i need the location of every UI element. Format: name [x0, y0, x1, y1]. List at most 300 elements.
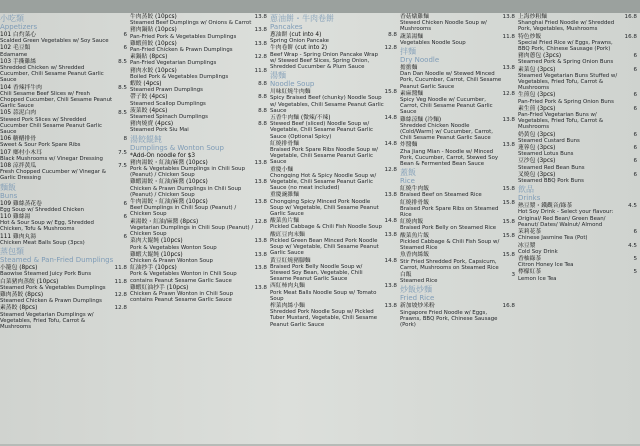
menu-item: [400, 142, 518, 167]
menu-item-price: 6: [123, 233, 127, 240]
menu-item-name-zh: 蔬菜湯麵: [400, 33, 424, 40]
menu-item-description: Spring Onion Pancake: [270, 38, 329, 45]
menu-item: [0, 279, 130, 291]
menu-item: [0, 32, 130, 44]
section-title-zh: 飲品: [518, 185, 534, 195]
menu-item: [130, 160, 270, 179]
section-title-zh: 蓋飯: [400, 168, 416, 178]
menu-item-price: 6: [633, 92, 637, 99]
menu-item: [0, 110, 130, 135]
menu-item-price: 13.8: [254, 199, 267, 206]
menu-item: [130, 179, 270, 198]
menu-item-price: 12.8: [114, 291, 127, 298]
menu-item-price: 15.8: [384, 89, 397, 96]
menu-item-price: 8.5: [118, 84, 127, 91]
menu-item: [130, 219, 270, 238]
menu-item: [130, 285, 270, 304]
menu-item-price: 15.8: [502, 219, 515, 226]
menu-item-description: Spicy Veg Noodle w/ Cucumber, Carrot, Chili Sesame Peanut Garlic Sauce: [400, 97, 493, 116]
menu-item-description: Steamed Spinach Dumplings: [130, 114, 208, 121]
menu-item-name-zh: 雞蝦大餛飩 (10pcs): [130, 251, 183, 258]
menu-item: [130, 68, 270, 80]
menu-item-name-zh: 豬肉湯餃・紅油/麻醬 (10pcs): [130, 159, 208, 166]
menu-item-name-zh: 茉莉花茶: [518, 229, 542, 236]
menu-item: [0, 59, 130, 84]
menu-item: [130, 94, 270, 106]
menu-item: [270, 258, 400, 283]
menu-item-name-zh: 蝦餃 (4pcs): [130, 81, 162, 88]
section-title-zh: 麵飯: [0, 182, 16, 192]
menu-item-price: 13.8: [254, 251, 267, 258]
menu-item-description: Pickled Cabbage & Chili Fish Soup w/ Steamed Rice: [400, 238, 500, 252]
menu-item-description: Steamed Chicken & Prawn Dumplings: [0, 298, 102, 305]
menu-item-description: Shredded Pork Noodle Soup w/ Pickled Tuber Mustard, Vegetable, Chili Sesame Peanut Garlic Sauce: [270, 309, 378, 328]
menu-item-name-zh: 102 毛豆類: [0, 45, 31, 52]
menu-item: [518, 229, 640, 241]
menu-item-description: Dan Dan Noodle w/ Stewed Minced Pork, Cucumber, Carrot, Chili Sesame Peanut Garlic Sauce: [400, 71, 502, 90]
menu-item-price: 6: [633, 105, 637, 112]
menu-item-price: 6: [123, 45, 127, 52]
menu-item: [518, 158, 640, 170]
menu-item: [270, 141, 400, 166]
menu-item-price: 7.5: [118, 149, 127, 156]
menu-item: [130, 81, 270, 93]
menu-item-name-zh: 紅燒肉飯: [400, 219, 424, 226]
menu-item-price: 11.8: [114, 265, 127, 272]
menu-item-price: 13.8: [502, 142, 515, 149]
menu-item-name-zh: 紅油抄手 (10pcs): [130, 265, 177, 272]
menu-item: [400, 219, 518, 231]
menu-item: [130, 265, 270, 284]
menu-item: [270, 32, 400, 44]
menu-item-name-zh: 小籠包 (8pcs): [0, 265, 38, 272]
menu-item-price: 15.8: [502, 232, 515, 239]
menu-item-name-zh: 冰豆漿: [518, 242, 536, 249]
menu-item-description: Citron Honey Ice Tea: [518, 262, 574, 269]
menu-item-description: Stewed Pork Slices w/ Shredded Cucumber Chili Sesame Peanut Garlic Sauce: [0, 116, 102, 136]
menu-item-name-zh: 川味紅燒牛肉麵: [270, 89, 311, 96]
section-title-en: Noodle Soup: [270, 80, 315, 89]
section-title-zh: 拌麵: [400, 47, 416, 57]
menu-item-name-zh: 熱豆漿・鐵觀音/綠茶: [518, 203, 573, 210]
menu-item-price: 6: [123, 200, 127, 207]
section-title-zh: 蔥油餅・牛肉卷餅: [270, 14, 334, 23]
menu-item-price: 5: [633, 269, 637, 276]
menu-item: [0, 163, 130, 182]
menu-item-description: Braised Pork Spare Ribs on Steamed Rice: [400, 205, 499, 219]
menu-item-name-zh: 豬肉水餃 (10pcs): [130, 67, 177, 74]
section-title-zh: 湯餃餛飩: [130, 134, 162, 144]
menu-item-price: 13.8: [502, 14, 515, 20]
menu-item-name-zh: 素湯餃・紅油/麻醬 (8pcs): [130, 218, 199, 225]
menu-column: [0, 13, 130, 446]
section-title-en: Steamed & Pan-Fried Dumplings: [0, 256, 114, 265]
menu-item-name-zh: 111 雞肉丸湯: [0, 233, 37, 240]
menu-item: [518, 243, 640, 255]
menu-item: [518, 92, 640, 104]
menu-section: [0, 14, 130, 182]
menu-item-description: Pan-Fried Chicken & Prawn Dumplings: [130, 47, 233, 54]
menu-item-price: 6: [633, 66, 637, 73]
menu-item-description: Vegetables Noodle Soup: [400, 39, 466, 46]
menu-item-name-zh: 重慶豌雜麵: [270, 192, 299, 199]
menu-item-description: Scalded Green Vegetables w/ Soy Sauce: [0, 38, 109, 45]
menu-item-price: 6: [123, 32, 127, 38]
section-title-zh: 炒飯炒麵: [400, 285, 432, 295]
menu-item-price: 8: [123, 136, 127, 143]
menu-item-price: 12.8: [254, 218, 267, 225]
menu-item: [518, 172, 640, 184]
menu-item-price: 13.8: [384, 192, 397, 199]
menu-item-price: 7.5: [118, 163, 127, 170]
menu-item-description: Braised Pork Spare Ribs Noodle Soup w/ Vegetable, Chili Sesame Peanut Garlic Sauce: [270, 147, 378, 166]
menu-column: [270, 13, 400, 446]
menu-item: [270, 45, 400, 70]
section-title-en: Dumplings & Wonton Soup: [130, 143, 224, 152]
menu-item-description: Spicy Braised Beef (chunky) Noodle Soup w/ Vegetables, Chili Sesame Peanut Garlic Sauce: [270, 95, 384, 114]
menu-item-price: 13.8: [502, 65, 515, 72]
section-title-en: Fried Rice: [400, 294, 435, 303]
menu-item-name-zh: 檸檬紅茶: [518, 269, 542, 276]
menu-item-name-zh: 雞肉蒸餃 (8pcs): [0, 291, 44, 298]
menu-item-price: 13.8: [254, 14, 267, 20]
menu-item-price: 13.8: [384, 283, 397, 290]
menu-item-name-zh: 素麻醬麵: [400, 90, 424, 97]
menu-item-price: 13.8: [254, 265, 267, 272]
menu-item-price: 6: [633, 158, 637, 165]
menu-item-price: 6: [633, 131, 637, 138]
menu-section: [518, 14, 640, 52]
menu-item-description: Pan-Fried Vegetarian Buns w/ Vegetables, Fried Tofu, Carrot & Mushrooms: [518, 112, 604, 131]
menu-item: [0, 85, 130, 110]
menu-item-name-zh: 牛肉湯餃・紅油/麻醬 (10pcs): [130, 199, 208, 206]
menu-item-price: 6: [633, 229, 637, 236]
menu-item-price: 6: [633, 53, 637, 60]
menu-item-name-zh: 豬肉蔥包 (3pcs): [518, 53, 562, 60]
menu-item: [130, 238, 270, 250]
section-title-en: Pancakes: [270, 23, 303, 31]
menu-item-description: Fresh Chopped Cucumber w/ Vinegar & Garlic Dressing: [0, 169, 106, 182]
menu-item-price: 5: [633, 255, 637, 262]
menu-section: [270, 71, 400, 328]
menu-item-description: Boiled Pork & Vegetables Dumplings: [130, 73, 229, 80]
menu-item-price: 13.8: [384, 302, 397, 309]
menu-item-price: 15.8: [502, 199, 515, 206]
menu-item-price: 11.8: [114, 278, 127, 285]
menu-item-name-zh: 香菇燉雞麵: [400, 14, 429, 20]
menu-item-price: 6: [633, 171, 637, 178]
menu-item: [400, 34, 518, 46]
menu-item-description: Beef Wrap - Spring Onion Pancake Wrap w/ Stewed Beef Slices, Spring Onion, Shredded Cucumber & Plum Sauce: [270, 51, 379, 71]
menu-item-price: 12.8: [254, 54, 267, 61]
menu-item-name-zh: 白飯: [400, 271, 412, 278]
menu-item: [518, 34, 640, 53]
menu-item-name-zh: 雞絲涼麵 (冷麵): [400, 116, 442, 123]
menu-item-price: 6: [633, 145, 637, 152]
menu-item-name-zh: 豬肉燒賣 (4pcs): [130, 121, 174, 128]
section-title-zh: 湯麵: [270, 71, 286, 81]
menu-item: [130, 108, 270, 120]
menu-item: [130, 27, 270, 39]
menu-item-price: 14.8: [384, 115, 397, 122]
menu-item-price: 13.8: [384, 231, 397, 238]
menu-item: [0, 201, 130, 213]
menu-section: [130, 14, 270, 134]
menu-item-description: Chicken & Prawn Dumplings in Chili Soup (Peanut) / Chicken Soup: [130, 185, 242, 198]
menu-item: [130, 153, 270, 159]
menu-item-name-zh: 104 香辣拌牛肉: [0, 84, 42, 91]
menu-section: [130, 135, 270, 304]
menu-item-name-zh: 生煎包 (3pcs): [518, 92, 556, 99]
menu-item: [130, 252, 270, 264]
menu-board-frame: [0, 0, 640, 13]
menu-item-description: Braised Pork Belly Noodle Soup w/ Stewed Soy Bean, Vegetable, Chili Sesame Peanut Garlic Sauce: [270, 263, 363, 283]
menu-item: [400, 233, 518, 252]
menu-item: [0, 305, 130, 330]
menu-item-description: Pan-Fried Pork & Spring Onion Buns: [518, 98, 614, 105]
menu-item-price: 13.8: [502, 116, 515, 123]
menu-column: [518, 13, 640, 446]
menu-item-description: Shanghai Fried Noodle w/ Shredded Pork, Vegetables, Mushrooms: [518, 20, 615, 33]
menu-item: [518, 269, 640, 281]
menu-item-price: 15.8: [502, 186, 515, 193]
menu-item: [0, 234, 130, 246]
menu-item-name-zh: 蓮蓉包 (3pcs): [518, 145, 556, 152]
menu-item-price: 6: [123, 214, 127, 221]
menu-item: [400, 272, 518, 284]
menu-item-description: Steamed Pork Siu Mai: [130, 127, 189, 134]
menu-item: [0, 45, 130, 57]
menu-item-name-zh: 菠菜餃 (4pcs): [130, 107, 168, 114]
menu-item-name-zh: 素鍋貼 (8pcs): [130, 54, 168, 61]
menu-item-price: 13.8: [254, 179, 267, 186]
menu-item-description: Pork & Vegetables Dumplings in Chili Soup (Peanut) / Chicken Soup: [130, 166, 245, 179]
menu-item: [400, 65, 518, 90]
menu-item: [270, 89, 400, 114]
menu-item-description: Steamed BBQ Pork Buns: [518, 178, 584, 185]
menu-item-description: Steamed Custard Buns: [518, 137, 580, 144]
menu-item-description: Sweet & Sour Pork Spare Ribs: [0, 142, 81, 149]
menu-item-name-zh: 豬肉鍋貼 (10pcs): [130, 27, 177, 34]
menu-item-price: 8.5: [118, 58, 127, 65]
menu-item-price: 16.8: [624, 33, 637, 40]
menu-item: [400, 186, 518, 198]
menu-item-price: 14.8: [384, 218, 397, 225]
menu-item-description: Shredded Chicken w/ Shredded Cucumber, Chili Sesame Peanut Garlic Sauce: [0, 65, 104, 84]
menu-item: [270, 218, 400, 230]
menu-item-name-zh: 101 白灼菜心: [0, 32, 37, 38]
section-title-en: Buns: [0, 191, 18, 200]
menu-item-description: Beef Dumplings in Chili Soup (Peanut) / Chicken Soup: [130, 205, 237, 218]
menu-item-description: Cold Soy Drink: [518, 248, 558, 255]
menu-item-description: Stewed Chicken Noodle Soup w/ Mushrooms: [400, 20, 487, 33]
section-title-en: Rice: [400, 177, 415, 186]
menu-item-name-zh: 酸菜魚片麵: [270, 218, 299, 225]
menu-section: [0, 247, 130, 330]
menu-item-description: Pork & Vegetables Wonton Soup: [130, 244, 217, 251]
section-title-zh: 蒸包類: [0, 247, 24, 257]
menu-item: [0, 150, 130, 162]
menu-item-name-zh: 奶黃包 (3pcs): [518, 131, 556, 138]
menu-item-description: Chongqing Hot & Spicy Noodle Soup w/ Vegetable, Chili Sesame Peanut Garlic Sauce (no meat included): [270, 172, 377, 192]
menu-item-description: Special Fried Rice w/ Eggs, Prawns, BBQ Pork, Chinese Sausage (Pork): [518, 39, 613, 53]
menu-item-price: 13.8: [254, 284, 267, 291]
menu-item-description: Steamed Prawn Dumplings: [130, 87, 203, 94]
menu-item: [130, 199, 270, 218]
menu-item-name-zh: 雞蝦煎餃 (10pcs): [130, 40, 177, 47]
menu-section: [0, 183, 130, 246]
menu-item: [0, 292, 130, 304]
menu-item-name-zh: 豆沙包 (3pcs): [518, 158, 556, 165]
menu-item-description: Pan-Fried Vegetarian Dumplings: [130, 60, 217, 67]
menu-item-name-zh: 炸醬麵: [400, 142, 418, 149]
menu-item-description: Steamed Red Bean Buns: [518, 164, 585, 171]
menu-item: [400, 252, 518, 271]
section-title-en: Appetizers: [0, 23, 38, 31]
menu-item-name-zh: 魚香肉絲飯: [400, 252, 429, 259]
menu-item-description: Singapore Fried Noodle w/ Eggs, Prawns, BBQ Pork, Chinese Sausage (Pork): [400, 309, 498, 328]
menu-section: [400, 285, 518, 328]
menu-section: [400, 168, 518, 284]
menu-item-price: 4.5: [628, 242, 637, 249]
menu-item-description: Chicken & Prawn Wonton Soup: [130, 257, 213, 264]
menu-item-price: 8.8: [258, 81, 267, 88]
menu-item-price: 8.8: [388, 32, 397, 38]
menu-item-description: Hot Soy Drink - Select your flavour: Original/ Red Bean/ Green Bean/ Peanut/ Dates/ Walnut/ Almond: [518, 209, 614, 228]
menu-item-name-zh: 酸菜魚片飯: [400, 232, 429, 239]
menu-item-name-zh: 紅燒排骨飯: [400, 199, 429, 206]
menu-item-description: Pork Meat Balls Noodle Soup w/ Tomato Soup: [270, 289, 377, 302]
menu-item-name-zh: 擔擔麵: [400, 65, 418, 72]
menu-item-description: Black Mushrooms w/ Vinegar Dressing: [0, 155, 103, 162]
menu-item-description: Chongqing Spicy Minced Pork Noodle Soup w/ Vegetable, Chili Sesame Peanut Garlic Sauce: [270, 198, 379, 218]
menu-item-price: 13.8: [254, 159, 267, 166]
menu-item-description: Steamed Rice: [400, 278, 438, 285]
section-title-en: Drinks: [518, 194, 541, 203]
menu-item-description: Pickled Green Bean Minced Pork Noodle Soup w/ Vegetable, Chili Sesame Peanut Garlic Sauce: [270, 237, 379, 257]
menu-item-price: 12.8: [114, 305, 127, 312]
menu-item-name-zh: 素菜包 (3pcs): [518, 66, 556, 73]
menu-item-name-zh: 105 蒜泥白肉: [0, 110, 37, 117]
menu-column: [400, 13, 518, 446]
menu-item-description: Steamed Vegetarian Buns Stuffed w/ Vegetables, Fried Tofu, Carrot & Mushrooms: [518, 72, 618, 92]
menu-item-name-zh: 五香牛肉麵 (微辣/不辣): [270, 115, 331, 122]
menu-item-price: 12.8: [384, 45, 397, 52]
menu-section: [270, 14, 400, 70]
menu-item-price: 4.5: [628, 203, 637, 210]
menu-item-price: 12.8: [384, 166, 397, 173]
menu-item-name-zh: 110 雞絲湯: [0, 214, 31, 221]
menu-item-name-zh: 蔥油餅 (cut into 4): [270, 32, 322, 38]
menu-section: [400, 14, 518, 46]
menu-item-description: Egg Soup w/ Shredded Chicken: [0, 206, 85, 213]
menu-item-price: 11.8: [254, 67, 267, 74]
menu-item-name-zh: 酸豇豆肉末麵: [270, 231, 305, 238]
menu-item: [518, 256, 640, 268]
menu-item-description: Hot & Sour Soup w/ Egg, Shredded Chicken, Tofu & Mushrooms: [0, 220, 94, 233]
menu-item: [270, 192, 400, 217]
menu-item-description: Steamed Lotus Buns: [518, 151, 574, 158]
menu-column: [130, 13, 270, 446]
menu-item-description: Lemon Ice Tea: [518, 275, 557, 282]
menu-item-name-zh: 雞蝦湯餃・紅油/麻醬 (10pcs): [130, 179, 208, 186]
menu-item-name-zh: 特色炒飯: [518, 33, 542, 40]
menu-item-description: Shredded Chicken Noodle (Cold/Warm) w/ Cucumber, Carrot, Chili Sesame Peanut Garlic Sauce: [400, 122, 493, 142]
menu-item: [130, 121, 270, 133]
menu-item-description: Pan-Fried Pork & Vegetables Dumplings: [130, 33, 237, 40]
section-title-zh: 小吃類: [0, 14, 24, 23]
menu-item-description: Braised Pork Belly on Steamed Rice: [400, 225, 497, 232]
menu-item: [400, 200, 518, 219]
menu-item-price: 8.8: [258, 107, 267, 114]
menu-item-price: 12.8: [502, 90, 515, 97]
menu-item-name-zh: 紅燒牛肉飯: [400, 186, 429, 193]
menu-item-description: Stewed Beef (sliced) Noodle Soup w/ Vegetable, Chili Sesame Peanut Garlic Sauce (Optional Spicy): [270, 121, 373, 140]
menu-item-name-zh: 香柚綠茶: [518, 255, 542, 262]
menu-item-description: Steamed Pork & Spring Onion Buns: [518, 59, 614, 66]
menu-item-price: 13.8: [254, 27, 267, 34]
menu-item-description: Baowise Steamed Juicy Pork Buns: [0, 271, 92, 278]
menu-item: [518, 203, 640, 228]
menu-item-description: Steamed Beef Dumplings w/ Onions & Carrot: [130, 20, 252, 27]
menu-item-price: 13.8: [254, 238, 267, 245]
menu-item-price: 16.8: [502, 303, 515, 310]
menu-item-name-zh: 白菜豬肉蒸餃 (10pcs): [0, 278, 59, 285]
menu-item: [400, 14, 518, 33]
menu-item-price: 8.8: [258, 94, 267, 101]
menu-item-price: 3: [511, 271, 515, 278]
menu-item-description: Chili Sesame Beef Slices w/ Fresh Chopped Cucumber, Chili Sesame Peanut Garlic Sauce: [0, 90, 113, 110]
menu-item-name-zh: 重慶小麵: [270, 166, 294, 173]
menu-item-name-zh: 西紅柿肉丸麵: [270, 283, 305, 290]
menu-item-description: Chicken & Prawn Wonton in Chili Soup contains Peanut Sesame Garlic Sauce: [130, 290, 233, 304]
menu-item: [0, 265, 130, 277]
section-title-en: Dry Noodle: [400, 56, 440, 65]
menu-item-name-zh: 黃豆紅燒豬腳麵: [270, 257, 311, 264]
menu-item-description: Edamame: [0, 51, 28, 58]
menu-item-name-zh: 叉燒包 (3pcs): [518, 171, 556, 178]
menu-item-description: Steamed Scallop Dumplings: [130, 100, 206, 107]
menu-item-price: 15.8: [502, 252, 515, 259]
menu-item-name-zh: 牛肉蒸餃 (10pcs): [130, 14, 177, 20]
menu-item: [130, 54, 270, 66]
menu-item-price: 14.8: [384, 257, 397, 264]
menu-item: [518, 132, 640, 144]
menu-item-description: Steamed Pork & Vegetables Dumplings: [0, 284, 106, 291]
menu-item-name-zh: 菜肉大餛飩 (10pcs): [130, 238, 183, 245]
menu-item-price: 8.8: [258, 121, 267, 128]
menu-item-name-zh: 牛肉卷餅 (cut into 2): [270, 45, 328, 52]
menu-item: [518, 106, 640, 131]
menu-item-description: Pickled Cabbage & Chili Fish Noodle Soup: [270, 224, 382, 231]
menu-item: [518, 67, 640, 92]
menu-item-name-zh: 榨菜肉絲小麵: [270, 302, 305, 309]
menu-item-name-zh: 素蒸餃 (8pcs): [0, 305, 38, 312]
menu-item: [130, 14, 270, 26]
menu-item: [270, 303, 400, 328]
menu-item-name-zh: 109 雞絲蒸花卷: [0, 200, 42, 207]
menu-item-price: 16.8: [624, 14, 637, 20]
menu-item-price: 11.8: [502, 33, 515, 40]
menu-item-name-zh: 106 糖醋排骨: [0, 136, 37, 143]
menu-item-price: 14.8: [384, 140, 397, 147]
menu-item-name-zh: 108 涼拌黃瓜: [0, 163, 37, 170]
menu-item: [130, 41, 270, 53]
menu-item: [518, 53, 640, 65]
menu-item-name-zh: 新加坡炒米粉: [400, 303, 435, 310]
menu-item-name-zh: 紅燒排骨麵: [270, 140, 299, 147]
menu-item: [270, 167, 400, 192]
